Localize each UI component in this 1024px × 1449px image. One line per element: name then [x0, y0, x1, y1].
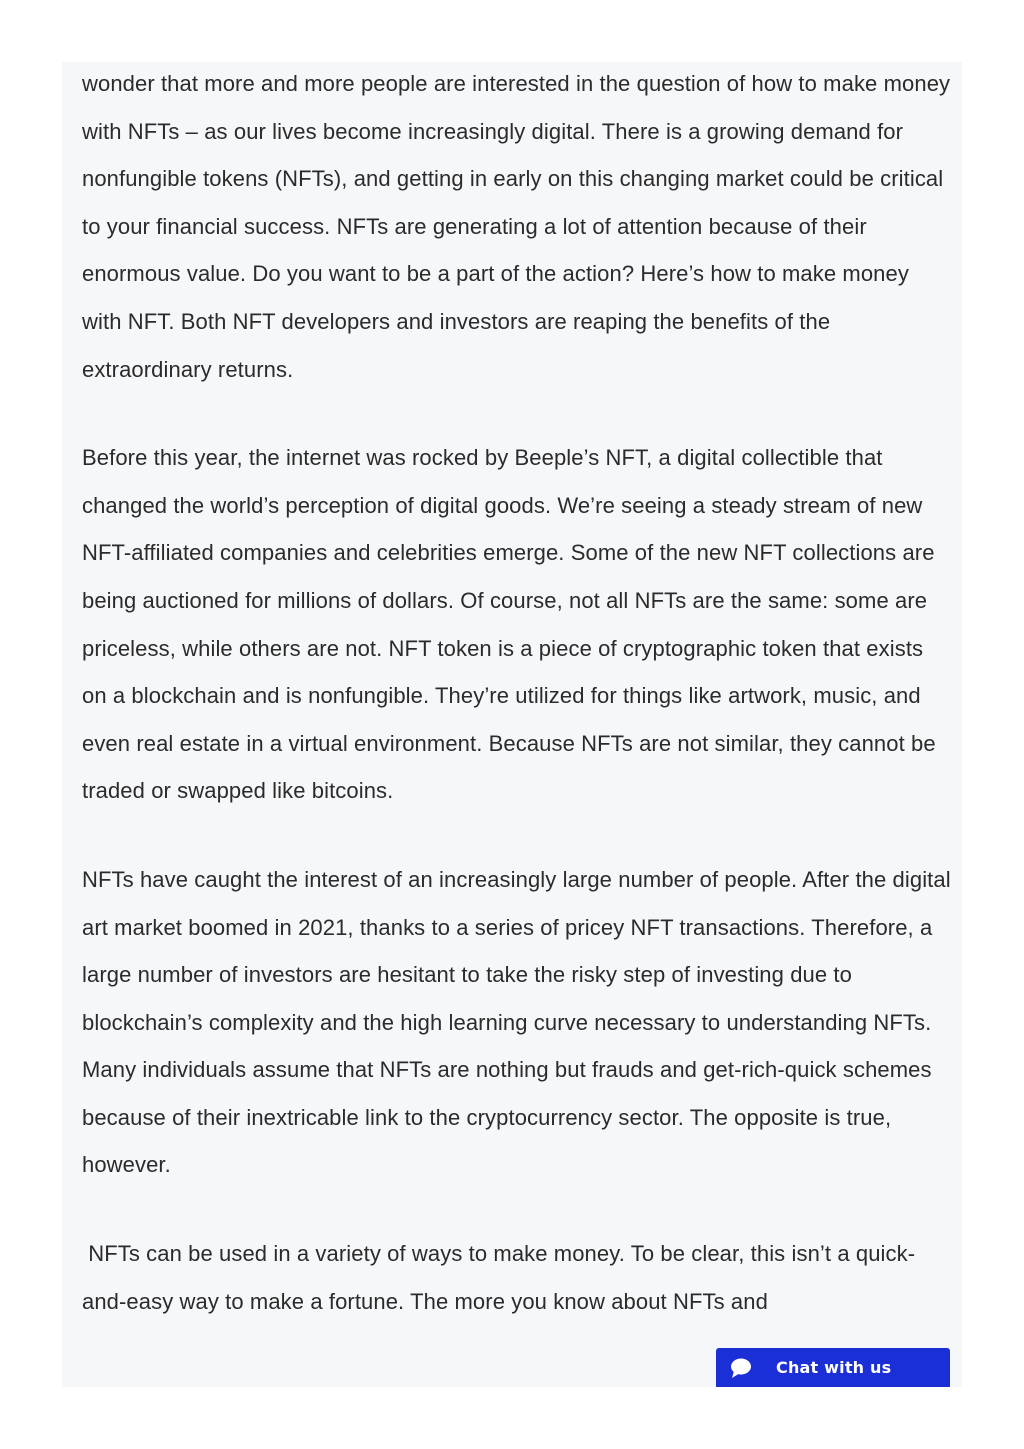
article-content-area: [62, 62, 962, 1387]
article-paragraph-1: wonder that more and more people are interested in the question of how to make money with NFTs – as our lives become increasingly digital. There is a growing demand for nonfungible tokens (NFTs), and getting in early on this changing market could be critical to your financial success. NFTs are generating a lot of attention because of their enormous value. Do you want to be a part of the action? Here’s how to make money with NFT. Both NFT developers and investors are reaping the benefits of the extraordinary returns.: [82, 71, 951, 382]
article-body: [82, 62, 952, 1366]
chat-bubble-icon: [728, 1355, 754, 1381]
article-paragraph-2: Before this year, the internet was rocked by Beeple’s NFT, a digital collectible that changed the world’s perception of digital goods. We’re seeing a steady stream of new NFT-affiliated companies and celebrities emerge. Some of the new NFT collections are being auctioned for millions of dollars. Of course, not all NFTs are the same: some are priceless, while others are not. NFT token is a piece of cryptographic token that exists on a blockchain and is nonfungible. They’re utilized for things like artwork, music, and even real estate in a virtual environment. Because NFTs are not similar, they cannot be traded or swapped like bitcoins.: [82, 445, 936, 804]
chat-with-us-button[interactable]: [716, 1348, 950, 1387]
article-paragraph-4: NFTs can be used in a variety of ways to make money. To be clear, this isn’t a quick-and-easy way to make a fortune. The more you know about NFTs and: [82, 1241, 916, 1314]
chat-label: Chat with us: [776, 1358, 892, 1377]
article-paragraph-3: NFTs have caught the interest of an increasingly large number of people. After the digital art market boomed in 2021, thanks to a series of pricey NFT transactions. Therefore, a large number of investors are hesitant to take the risky step of investing due to blockchain’s complexity and the high learning curve necessary to understanding NFTs. Many individuals assume that NFTs are nothing but frauds and get-rich-quick schemes because of their inextricable link to the cryptocurrency sector. The opposite is true, however.: [82, 866, 951, 1178]
